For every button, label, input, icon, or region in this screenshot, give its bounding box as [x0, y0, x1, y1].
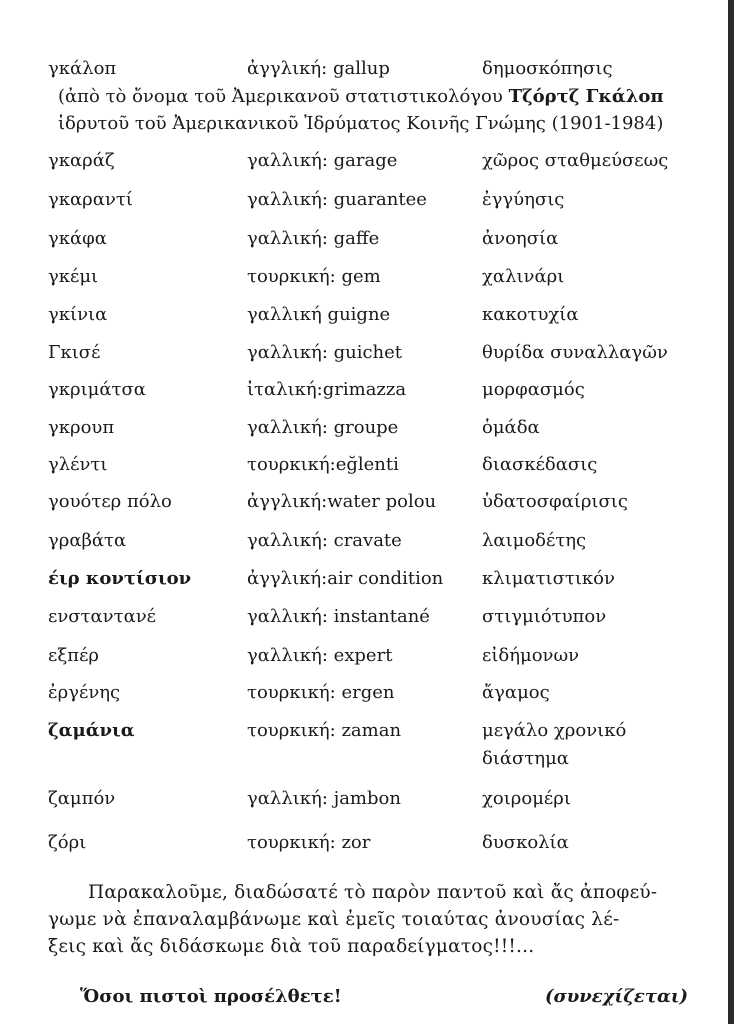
word-meaning: χῶρος σταθμεύσεως — [482, 150, 669, 171]
word-origin: γαλλική: garage — [247, 150, 398, 171]
word-origin: γαλλική: gaffe — [247, 228, 380, 249]
word-meaning-continued: διάστημα — [482, 748, 569, 769]
word-meaning: ἀνοησία — [482, 228, 559, 249]
word-meaning: ἐγγύησις — [482, 189, 565, 210]
word-meaning: μεγάλο χρονικό — [482, 720, 627, 741]
greek-word: γραβάτα — [48, 530, 127, 551]
closing-paragraph-line-2: γωμε νὰ ἐπαναλαμβάνωμε καὶ ἐμεῖς τοιαύτας ἀνουσίας λέ- — [48, 909, 620, 930]
greek-word: γκάφα — [48, 228, 107, 249]
origin-note-line-1 — [58, 86, 664, 108]
word-meaning: μορφασμός — [482, 379, 585, 400]
greek-word: γκαράζ — [48, 150, 115, 171]
word-origin: γαλλική: instantané — [247, 606, 430, 627]
greek-word: ζαμάνια — [48, 720, 135, 741]
word-origin: γαλλική: guarantee — [247, 189, 427, 210]
closing-paragraph-line-1: Παρακαλοῦμε, διαδώσατέ τὸ παρὸν παντοῦ καὶ ἄς ἀποφεύ- — [88, 882, 658, 903]
word-meaning: δημοσκόπησις — [482, 58, 613, 79]
greek-word: έιρ κοντίσιον — [48, 568, 192, 589]
greek-word: γκάλοπ — [48, 58, 117, 79]
greek-word: γκαραντί — [48, 189, 133, 210]
word-origin: τουρκική: zaman — [247, 720, 402, 741]
word-meaning: κακοτυχία — [482, 304, 579, 325]
greek-word: γκρουπ — [48, 417, 115, 438]
word-meaning: δυσκολία — [482, 832, 569, 853]
footer-slogan: Ὅσοι πιστοὶ προσέλθετε! — [80, 986, 342, 1007]
word-meaning: στιγμιότυπον — [482, 606, 607, 627]
word-origin: τουρκική:eğlenti — [247, 454, 399, 475]
greek-word: ζόρι — [48, 832, 87, 853]
word-origin: γαλλική: groupe — [247, 417, 399, 438]
page-edge-divider — [728, 0, 734, 1024]
greek-word: γκίνια — [48, 304, 108, 325]
closing-paragraph-line-3: ξεις καὶ ἄς διδάσκωμε διὰ τοῦ παραδείγματος!!!... — [48, 936, 535, 957]
word-meaning: εἰδήμονων — [482, 645, 580, 666]
word-origin: ἀγγλική:air condition — [247, 568, 444, 589]
word-origin: τουρκική: zor — [247, 832, 371, 853]
greek-word: γκέμι — [48, 266, 99, 287]
word-origin: τουρκική: gem — [247, 266, 381, 287]
word-meaning: θυρίδα συναλλαγῶν — [482, 342, 668, 363]
origin-note-name: Τζόρτζ Γκάλοπ — [508, 86, 664, 107]
greek-word: γκριμάτσα — [48, 379, 146, 400]
word-meaning: ὑδατοσφαίρισις — [482, 491, 628, 512]
word-meaning: ἄγαμος — [482, 682, 550, 703]
word-origin: γαλλική: expert — [247, 645, 393, 666]
origin-note-text: (ἀπὸ τὸ ὄνομα τοῦ Ἀμερικανοῦ στατιστικολόγου — [58, 86, 509, 107]
word-origin: γαλλική: cravate — [247, 530, 402, 551]
word-meaning: χοιρομέρι — [482, 788, 571, 809]
word-origin: τουρκική: ergen — [247, 682, 395, 703]
greek-word: γλέντι — [48, 454, 108, 475]
word-meaning: διασκέδασις — [482, 454, 598, 475]
word-meaning: ὁμάδα — [482, 417, 540, 438]
word-origin: ἀγγλική: gallup — [247, 58, 390, 79]
word-origin: γαλλική guigne — [247, 304, 391, 325]
word-origin: ἰταλική:grimazza — [247, 379, 407, 400]
footer-continued: (συνεχίζεται) — [545, 986, 689, 1007]
word-origin: ἀγγλική:water polou — [247, 491, 437, 512]
greek-word: εξπέρ — [48, 645, 99, 666]
greek-word: ἐργένης — [48, 682, 121, 703]
word-origin: γαλλική: jambon — [247, 788, 401, 809]
word-meaning: κλιματιστικόν — [482, 568, 615, 589]
word-meaning: λαιμοδέτης — [482, 530, 587, 551]
greek-word: γουότερ πόλο — [48, 491, 172, 512]
greek-word: Γκισέ — [48, 342, 101, 363]
greek-word: ζαμπόν — [48, 788, 116, 809]
word-meaning: χαλινάρι — [482, 266, 565, 287]
greek-word: ενσταντανέ — [48, 606, 156, 627]
origin-note-line-2: ἱδρυτοῦ τοῦ Ἀμερικανικοῦ Ἰδρύματος Κοινῆς Γνώμης (1901-1984) — [58, 113, 664, 134]
word-origin: γαλλική: guichet — [247, 342, 403, 363]
